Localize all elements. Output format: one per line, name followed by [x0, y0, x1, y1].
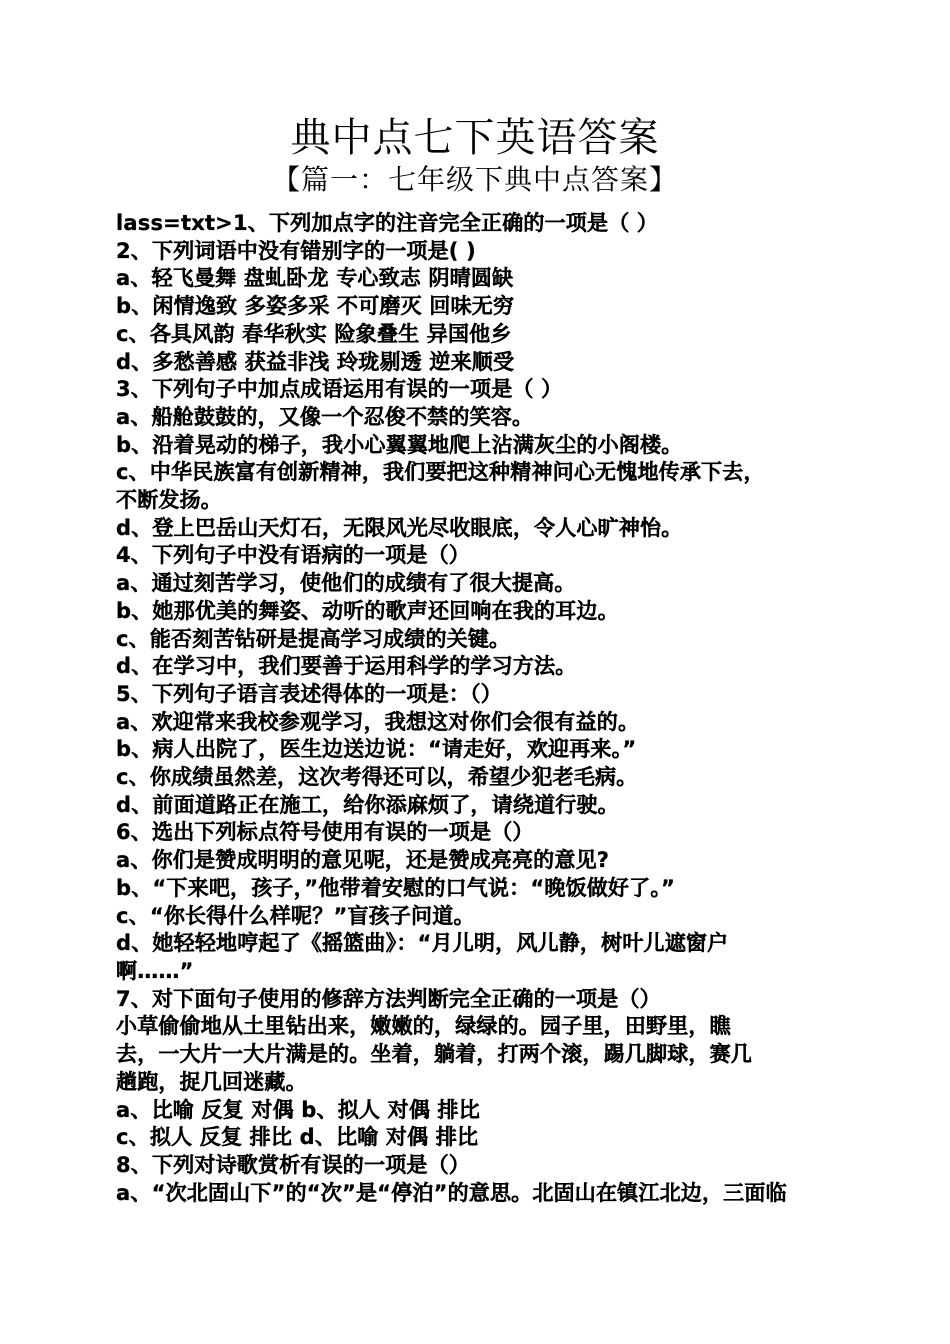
text-line: 6、选出下列标点符号使用有误的一项是（） — [116, 820, 534, 845]
text-line: 小草偷偷地从土里钻出来，嫩嫩的，绿绿的。园子里，田野里，瞧 — [116, 1014, 731, 1039]
text-line: c、中华民族富有创新精神，我们要把这种精神问心无愧地传承下去， — [116, 460, 765, 485]
text-line: d、在学习中，我们要善于运用科学的学习方法。 — [116, 654, 577, 679]
document-title: 典中点七下英语答案 — [290, 115, 660, 161]
text-line: lass=txt>1、下列加点字的注音完全正确的一项是（ ） — [116, 211, 659, 235]
text-line: c、你成绩虽然差，这次考得还可以，希望少犯老毛病。 — [116, 765, 638, 790]
text-line: a、“次北固山下”的“次”是“停泊”的意思。北固山在镇江北边，三面临 — [116, 1180, 787, 1205]
text-line: c、“你长得什么样呢？”盲孩子问道。 — [116, 903, 475, 928]
text-line: 7、对下面句子使用的修辞方法判断完全正确的一项是（） — [116, 986, 661, 1011]
text-line: 去，一大片一大片满是的。坐着，躺着，打两个滚，踢几脚球，赛几 — [116, 1042, 752, 1067]
text-line: b、病人出院了，医生边送边说：“请走好，欢迎再来。” — [116, 737, 637, 762]
text-line: b、“下来吧，孩子，”他带着安慰的口气说：“晚饭做好了。” — [116, 875, 676, 900]
text-line: c、各具风韵 春华秋实 险象叠生 异国他乡 — [116, 321, 512, 346]
text-line: c、能否刻苦钻研是提高学习成绩的关键。 — [116, 626, 511, 651]
text-line: a、轻飞曼舞 盘虬卧龙 专心致志 阴晴圆缺 — [116, 266, 514, 291]
text-line: a、船舱鼓鼓的，又像一个忍俊不禁的笑容。 — [116, 404, 534, 429]
text-line: c、拟人 反复 排比 d、比喻 对偶 排比 — [116, 1125, 479, 1150]
text-line: 5、下列句子语言表述得体的一项是：（） — [116, 681, 502, 706]
text-line: b、她那优美的舞姿、动听的歌声还回响在我的耳边。 — [116, 598, 619, 623]
text-line: a、欢迎常来我校参观学习，我想这对你们会很有益的。 — [116, 709, 640, 734]
text-line: b、沿着晃动的梯子，我小心翼翼地爬上沾满灰尘的小阁楼。 — [116, 432, 683, 457]
document-subtitle: 【篇一：七年级下典中点答案】 — [271, 163, 678, 196]
text-line: 啊……” — [116, 958, 194, 983]
text-line: d、多愁善感 获益非浅 玲珑剔透 逆来顺受 — [116, 349, 515, 374]
text-line: b、闲情逸致 多姿多采 不可磨灭 回味无穷 — [116, 294, 515, 319]
text-line: d、登上巴岳山天灯石，无限风光尽收眼底，令人心旷神怡。 — [116, 515, 683, 540]
text-line: 趟跑，捉几回迷藏。 — [116, 1069, 307, 1094]
text-line: 2、下列词语中没有错别字的一项是( ) — [116, 238, 476, 263]
text-line: 4、下列句子中没有语病的一项是（） — [116, 543, 471, 568]
text-line: 3、下列句子中加点成语运用有误的一项是（ ） — [116, 377, 563, 402]
text-line: 8、下列对诗歌赏析有误的一项是（） — [116, 1152, 471, 1177]
text-line: 不断发扬。 — [116, 488, 222, 513]
text-line: d、她轻轻地哼起了《摇篮曲》：“月儿明，风儿静，树叶儿遮窗户 — [116, 931, 729, 956]
text-line: d、前面道路正在施工，给你添麻烦了，请绕道行驶。 — [116, 792, 619, 817]
text-line: a、比喻 反复 对偶 b、拟人 对偶 排比 — [116, 1097, 480, 1122]
text-line: a、你们是赞成明明的意见呢，还是赞成亮亮的意见? — [116, 848, 610, 873]
text-line: a、通过刻苦学习，使他们的成绩有了很大提高。 — [116, 571, 576, 596]
document-body — [116, 210, 846, 1207]
